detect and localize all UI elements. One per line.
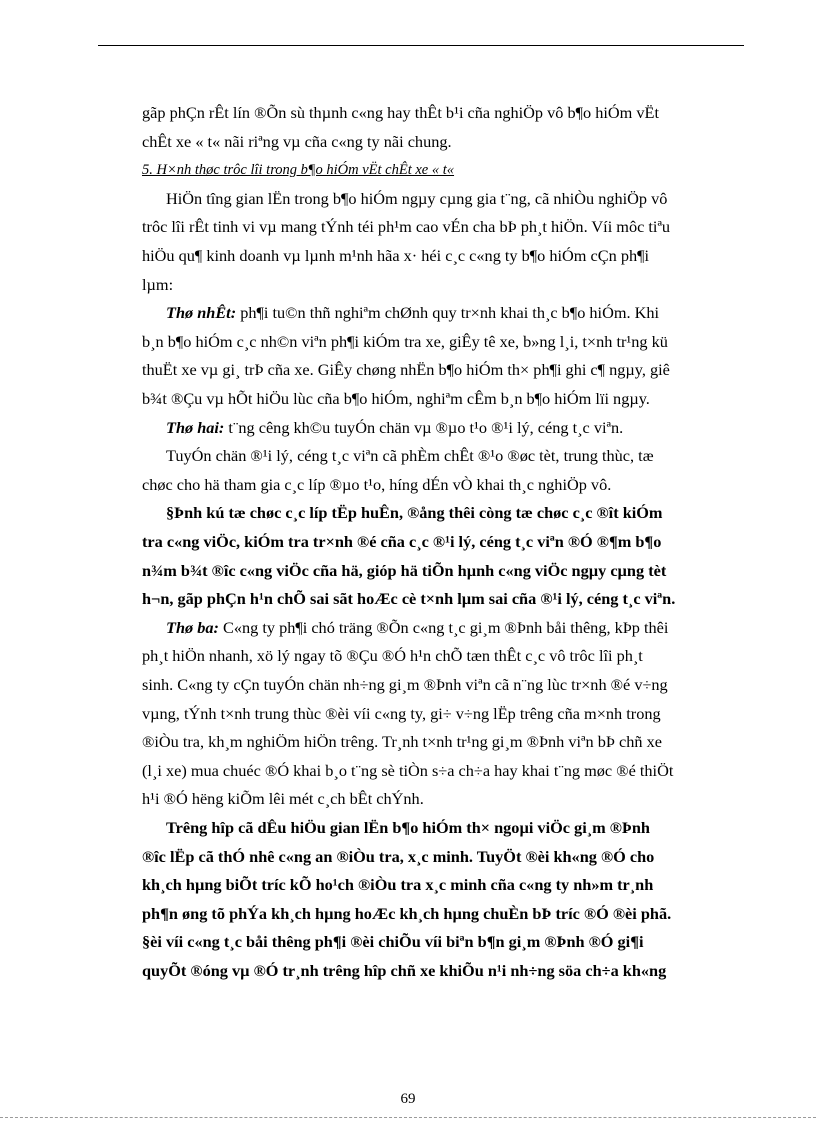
- line-text: gãp phÇn rÊt lín ®Õn sù thµnh c«ng hay thÊt b¹i cña nghiÖp vô b¶o hiÓm vËt: [142, 103, 659, 122]
- line-text: ph¸t hiÖn nhanh, xö lý ngay tõ ®Çu ®Ó h¹n chÕ tæn thÊt c¸c vô trôc lîi ph¸t: [142, 646, 643, 666]
- line-text: chøc cho hä tham gia c¸c líp ®µo t¹o, híng dÉn vÒ khai th¸c nghiÖp vô.: [142, 474, 612, 494]
- text-line: [142, 646, 643, 668]
- text-line: [142, 275, 173, 297]
- line-text: lµm:: [142, 274, 174, 294]
- line-text: t¨ng cêng kh©u tuyÓn chän vµ ®µo t¹o ®¹i lý, céng t¸c viªn.: [224, 417, 624, 437]
- text-line: [142, 332, 668, 354]
- line-text: hiÖu qu¶ kinh doanh vµ lµnh m¹nh hãa x· héi c¸c c«ng ty b¶o hiÓm cÇn ph¶i: [142, 246, 650, 265]
- line-text: §Þnh kú tæ chøc c¸c líp tËp huÊn, ®ång thêi còng tæ chøc c¸c ®ît kiÓm: [166, 503, 663, 523]
- line-text: vµng, tÝnh t×nh trung thùc ®èi víi c«ng ty, gi÷ v÷ng lËp trêng cña m×nh trong: [142, 703, 661, 723]
- line-text: quyÕt ®óng vµ ®Ó tr¸nh trêng hîp chñ xe khiÕu n¹i nh÷ng söa ch÷a kh«ng: [142, 961, 667, 980]
- paragraph-lead: Thø hai:: [166, 417, 225, 437]
- text-line: [166, 418, 623, 440]
- text-line: [142, 875, 653, 897]
- text-line: [166, 189, 667, 211]
- text-line: [142, 532, 661, 554]
- text-line: [166, 446, 654, 468]
- text-line: [142, 475, 611, 497]
- line-text: Trêng hîp cã dÊu hiÖu gian lËn b¶o hiÓm th× ngoµi viÖc gi¸m ®Þnh: [166, 818, 650, 837]
- line-text: b¾t ®Çu vµ hÕt hiÖu lùc cña b¶o hiÓm, nghiªm cÊm b¸n b¶o hiÓm lïi ngµy.: [142, 389, 650, 408]
- line-text: n¾m b¾t ®îc c«ng viÖc cña hä, gióp hä tiÕn hµnh c«ng viÖc ngµy cµng tèt: [142, 560, 667, 580]
- line-text: thuËt xe vµ gi¸ trÞ cña xe. GiÊy chøng nhËn b¶o hiÓm th× ph¶i ghi c¶ ngµy, giê: [142, 360, 670, 380]
- line-text: 5. H×nh thøc trôc lîi trong b¶o hiÓm vËt chÊt xe « t«: [142, 162, 455, 179]
- text-line: [142, 932, 644, 954]
- section-heading: [142, 160, 454, 182]
- text-line: [166, 618, 668, 640]
- text-line: [142, 217, 670, 239]
- text-line: [142, 589, 675, 611]
- line-text: h¹i ®Ó hëng kiÕm lêi mét c¸ch bÊt chÝnh.: [142, 789, 424, 809]
- line-text: kh¸ch hµng biÕt tríc kÕ ho¹ch ®iÒu tra x¸c minh cña c«ng ty nh»m tr¸nh: [142, 875, 654, 895]
- text-line: [142, 732, 662, 754]
- line-text: chÊt xe « t« nãi riªng vµ cña c«ng ty nãi chung.: [142, 131, 452, 151]
- text-line: [142, 360, 670, 382]
- text-line: [142, 789, 424, 811]
- paragraph-lead: Thø nhÊt:: [166, 303, 237, 323]
- line-text: ®iÒu tra, kh¸m nghiÖm hiÖn trêng. Tr¸nh t×nh tr¹ng gi¸m ®Þnh viªn bÞ chñ xe: [142, 732, 662, 752]
- line-text: TuyÓn chän ®¹i lý, céng t¸c viªn cã phÈm chÊt ®¹o ®øc tèt, trung thùc, tæ: [166, 446, 654, 466]
- text-line: [142, 761, 673, 783]
- line-text: tra c«ng viÖc, kiÓm tra tr×nh ®é cña c¸c ®¹i lý, céng t¸c viªn ®Ó ®¶m b¶o: [142, 532, 662, 551]
- line-text: h¬n, gãp phÇn h¹n chÕ sai sãt hoÆc cè t×nh lµm sai cña ®¹i lý, céng t¸c viªn.: [142, 589, 676, 609]
- text-line: [166, 503, 663, 525]
- line-text: (l¸i xe) mua chuéc ®Ó khai b¸o t¨ng sè tiÒn s÷a ch÷a hay khai t¨ng møc ®é thiÖt: [142, 760, 674, 780]
- text-line: [142, 561, 666, 583]
- line-text: sinh. C«ng ty cÇn tuyÓn chän nh÷ng gi¸m ®Þnh viªn cã n¨ng lùc tr×nh ®é v÷ng: [142, 675, 668, 694]
- text-line: [142, 847, 654, 869]
- text-line: [142, 389, 650, 411]
- text-line: [142, 675, 668, 697]
- text-line: [166, 303, 659, 325]
- line-text: C«ng ty ph¶i chó träng ®Õn c«ng t¸c gi¸m ®Þnh båi thêng, kÞp thêi: [218, 617, 669, 637]
- line-text: ph¶n øng tõ phÝa kh¸ch hµng hoÆc kh¸ch hµng chuÈn bÞ tríc ®Ó ®èi phã.: [142, 903, 672, 923]
- footer-rule: [0, 1117, 816, 1118]
- page-number: 69: [400, 1091, 416, 1107]
- text-line: [142, 961, 666, 983]
- line-text: HiÖn tîng gian lËn trong b¶o hiÓm ngµy cµng gia t¨ng, cã nhiÒu nghiÖp vô: [166, 188, 668, 208]
- header-rule: [98, 45, 744, 46]
- line-text: §èi víi c«ng t¸c båi thêng ph¶i ®èi chiÕu víi biªn b¶n gi¸m ®Þnh ®Ó gi¶i: [142, 932, 644, 952]
- text-line: [166, 818, 650, 840]
- text-line: [142, 132, 452, 154]
- text-line: [142, 246, 649, 268]
- line-text: b¸n b¶o hiÓm c¸c nh©n viªn ph¶i kiÓm tra xe, giÊy tê xe, b»ng l¸i, t×nh tr¹ng kü: [142, 331, 668, 351]
- line-text: ph¶i tu©n thñ nghiªm chØnh quy tr×nh khai th¸c b¶o hiÓm. Khi: [236, 303, 660, 323]
- text-line: [142, 103, 659, 125]
- paragraph-lead: Thø ba:: [166, 617, 219, 637]
- line-text: trôc lîi rÊt tinh vi vµ mang tÝnh téi ph¹m cao vÉn cha bÞ ph¸t hiÖn. Víi môc tiªu: [142, 217, 671, 237]
- line-text: ®îc lËp cã thÓ nhê c«ng an ®iÒu tra, x¸c minh. TuyÖt ®èi kh«ng ®Ó cho: [142, 846, 655, 866]
- text-line: [142, 704, 661, 726]
- text-line: [142, 904, 671, 926]
